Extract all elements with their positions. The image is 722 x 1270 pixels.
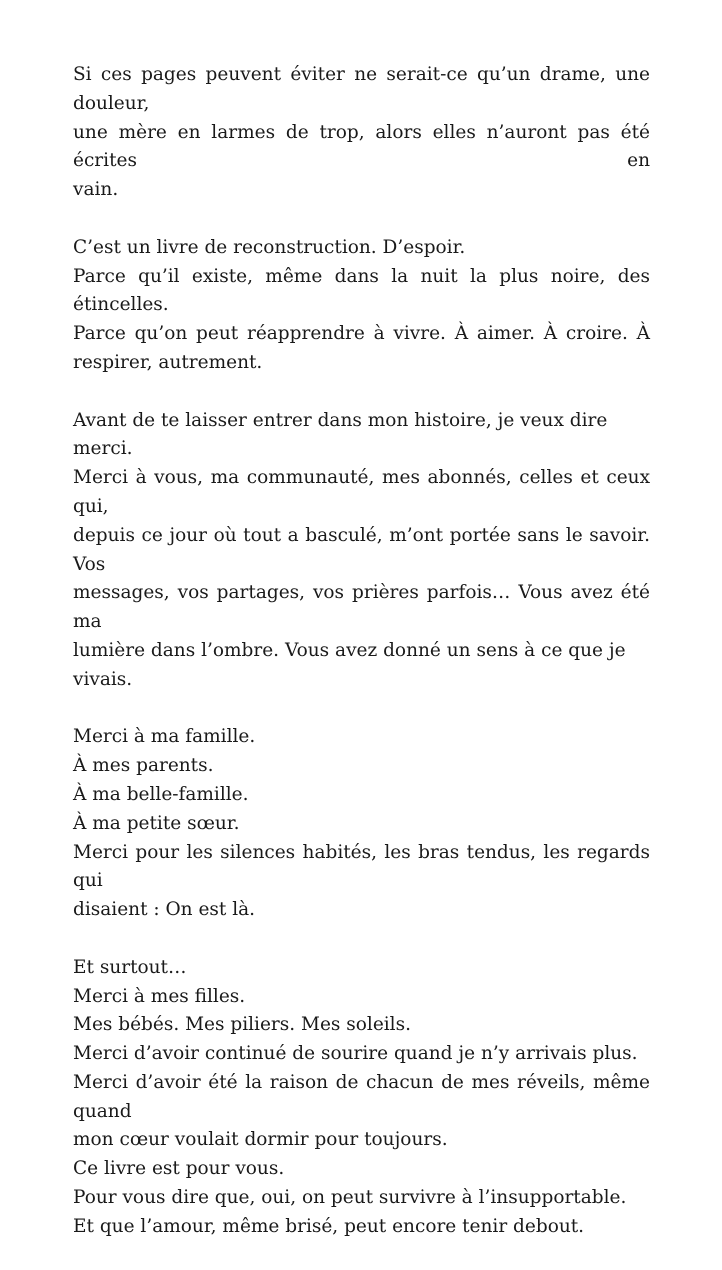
paragraph [73,954,650,1242]
paragraph [73,61,650,205]
text-line: vain. [73,179,119,201]
text-line: À mes parents. [73,755,214,777]
paragraph [73,723,650,925]
text-line: À ma petite sœur. [73,812,240,834]
text-line: À ma belle-famille. [73,783,249,805]
text-line: lumière dans l’ombre. Vous avez donné un sens à ce que je vivais. [73,639,626,690]
text-line: Parce qu’on peut réapprendre à vivre. À aimer. À croire. À [73,323,650,345]
text-line: Merci à vous, ma communauté, mes abonnés, celles et ceux qui, [73,467,650,517]
text-line: Si ces pages peuvent éviter ne serait-ce qu’un drame, une douleur, [73,64,650,114]
text-line: respirer, autrement. [73,351,263,373]
text-line: Merci d’avoir été la raison de chacun de mes réveils, même quand [73,1071,650,1122]
text-line: Avant de te laisser entrer dans mon histoire, je veux dire merci. [73,409,608,460]
text-line: Parce qu’il existe, même dans la nuit la plus noire, des étincelles. [73,265,650,316]
text-line: mon cœur voulait dormir pour toujours. [73,1129,448,1151]
text-line: Et surtout… [73,956,187,978]
text-line: Merci pour les silences habités, les bras tendus, les regards qui [73,841,650,892]
text-line: Et que l’amour, même brisé, peut encore tenir debout. [73,1215,585,1237]
text-line: disaient : On est là. [73,899,256,921]
text-line: une mère en larmes de trop, alors elles n’auront pas été écrites en [73,121,650,172]
text-line: Merci à ma famille. [73,726,256,748]
text-line: Mes bébés. Mes piliers. Mes soleils. [73,1014,411,1036]
text-line: C’est un livre de reconstruction. D’espoir. [73,236,466,258]
text-line: Ce livre est pour vous. [73,1158,285,1180]
text-line: Pour vous dire que, oui, on peut survivre à l’insupportable. [73,1187,627,1209]
document-page [73,61,650,1270]
text-line: Merci d’avoir continué de sourire quand je n’y arrivais plus. [73,1043,638,1065]
text-line: depuis ce jour où tout a basculé, m’ont portée sans le savoir. Vos [73,524,650,575]
paragraph [73,407,650,695]
text-line: messages, vos partages, vos prières parfois… Vous avez été ma [73,582,650,633]
text-line: Merci à mes filles. [73,985,246,1007]
paragraph [73,234,650,378]
